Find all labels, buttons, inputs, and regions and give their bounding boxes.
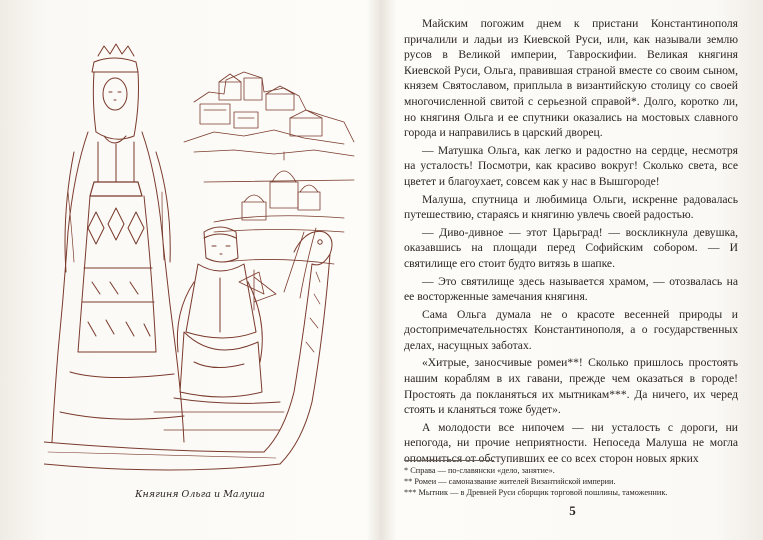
paragraph: А молодости все нипочем — ни усталость с дороги, ни непогода, ни прочие неприятности. Непоседа Малуша не могла опомниться от обступивших ее со всех сторон новых ярких — [404, 420, 738, 466]
footnote: *** Мытник — в Древней Руси сборщик торговой пошлины, таможенник. — [404, 488, 668, 497]
malusha-figure — [177, 227, 262, 397]
paragraph: Малуша, спутница и любимица Ольги, искренне радовалась путешествию, стараясь и княгиню увлечь своей радостью. — [404, 192, 738, 222]
left-page — [0, 0, 381, 540]
paragraph: — Это святилище здесь называется храмом, — отозвалась на ее восторженные замечания княгиня. — [404, 274, 738, 304]
illustration-olga-and-malusha — [44, 32, 359, 472]
footnote: ** Ромеи — самоназвание жителей Византийской империи. — [404, 477, 616, 486]
paragraph: — Матушка Ольга, как легко и радостно на сердце, несмотря на усталость! Посмотри, как красиво вокруг! Сколько света, все цветет и благоухает, совсем как у нас в Вышгороде! — [404, 143, 738, 188]
footnote: * Справа — по-славянски «дело, занятие». — [404, 466, 555, 475]
paragraph: — Диво-дивное — этот Царьград! — воскликнула девушка, оказавшись на площади перед Софийским собором. — И святилище его стоит будто витязь в шапке. — [404, 225, 738, 270]
princess-olga-figure — [52, 44, 184, 442]
story-text — [404, 16, 738, 469]
boat-drawing — [44, 231, 332, 470]
page-number: 5 — [569, 503, 576, 518]
illustration-caption: Княгиня Ольга и Малуша — [135, 489, 265, 500]
footnote-divider — [404, 460, 494, 461]
paragraph: Майским погожим днем к пристани Константинополя причалили и ладьи из Киевской Руси, или, как называли землю русов в Великой империи, Тавроскифии. Великая княгиня Киевской Руси, Ольга, правившая страной вместе со своим сыном, князем Святославом, приплыла в византийскую столицу со своей многочисленной свитой с серьезной справой*. Долго, коротко ли, но княгиня Ольга и ее спутники оказались на мостовых славного города и направились в царский дворец. — [404, 17, 738, 140]
right-page — [382, 0, 763, 540]
footnotes — [404, 465, 738, 498]
paragraph: Сама Ольга думала не о красоте весенней природы и достопримечательностях Константинополя, а о государственных делах, насущных заботах. — [404, 307, 738, 352]
paragraph: «Хитрые, заносчивые ромеи**! Сколько пришлось простоять нашим кораблям в их гавани, прежде чем оказаться в городе! Простоять да покланяться их мытникам***. Да ничего, их черед стоять и кланяться тоже будет». — [404, 356, 738, 417]
